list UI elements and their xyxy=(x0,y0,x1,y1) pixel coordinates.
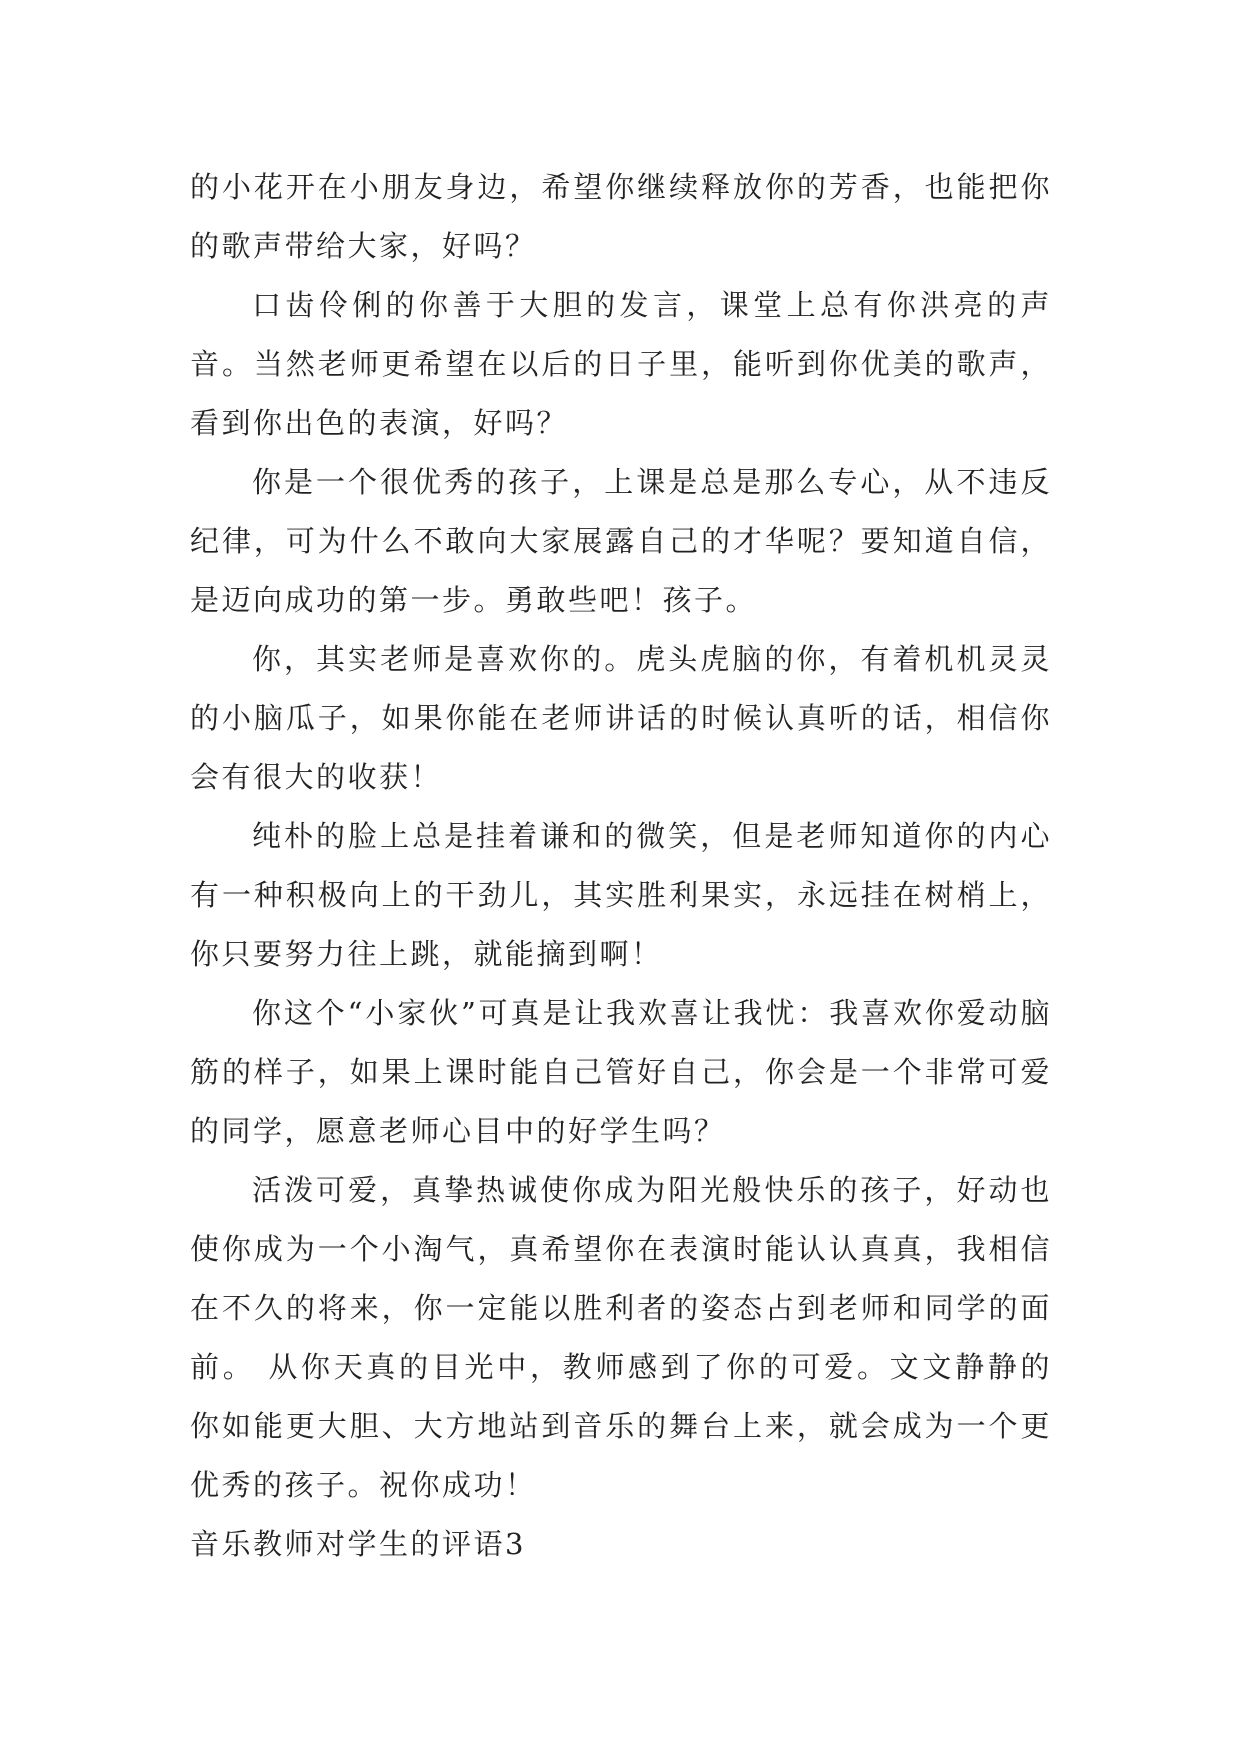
document-body xyxy=(190,158,1052,1574)
paragraph-5: 纯朴的脸上总是挂着谦和的微笑，但是老师知道你的内心有一种积极向上的干劲儿，其实胜利果实，永远挂在树梢上，你只要努力往上跳，就能摘到啊！ xyxy=(190,819,1052,971)
paragraph-1: 的小花开在小朋友身边，希望你继续释放你的芳香，也能把你的歌声带给大家，好吗？ xyxy=(190,170,1052,263)
paragraph-7: 活泼可爱，真挚热诚使你成为阳光般快乐的孩子，好动也使你成为一个小淘气，真希望你在表演时能认认真真，我相信在不久的将来，你一定能以胜利者的姿态占到老师和同学的面前。 从你天真的目光中，教师感到了你的可爱。文文静静的你如能更大胆、大方地站到音乐的舞台上来，就会成为一个更优秀的孩子。祝你成功！ xyxy=(190,1173,1052,1502)
paragraph-4: 你，其实老师是喜欢你的。虎头虎脑的你，有着机机灵灵的小脑瓜子，如果你能在老师讲话的时候认真听的话，相信你会有很大的收获！ xyxy=(190,642,1052,794)
section-heading: 音乐教师对学生的评语3 xyxy=(190,1527,526,1561)
paragraph-2: 口齿伶俐的你善于大胆的发言，课堂上总有你洪亮的声音。当然老师更希望在以后的日子里，能听到你优美的歌声，看到你出色的表演，好吗？ xyxy=(190,288,1052,440)
paragraph-6: 你这个“小家伙”可真是让我欢喜让我忧：我喜欢你爱动脑筋的样子，如果上课时能自己管好自己，你会是一个非常可爱的同学，愿意老师心目中的好学生吗？ xyxy=(190,996,1052,1148)
paragraph-3: 你是一个很优秀的孩子，上课是总是那么专心，从不违反纪律，可为什么不敢向大家展露自己的才华呢？要知道自信，是迈向成功的第一步。勇敢些吧！孩子。 xyxy=(190,465,1052,617)
